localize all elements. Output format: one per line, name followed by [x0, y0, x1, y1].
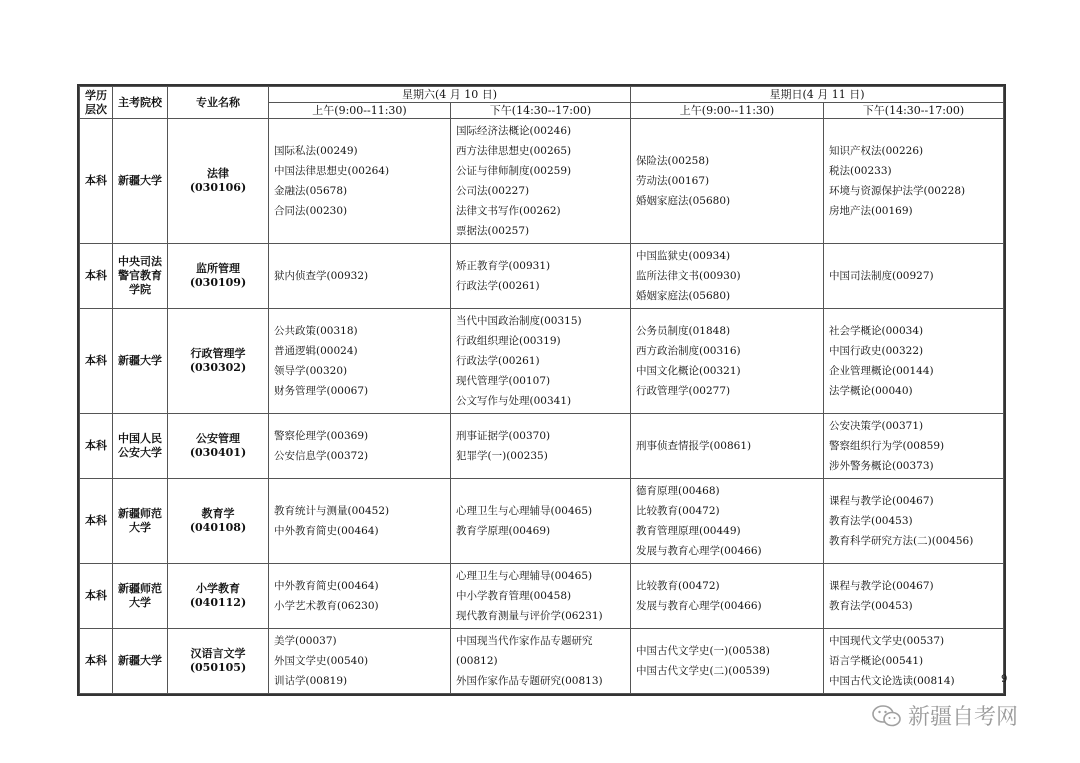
row-major	[168, 629, 269, 694]
row-major	[168, 119, 269, 244]
course-item: 外国作家作品专题研究(00813)	[456, 675, 603, 687]
header-sat-pm: 下午(14:30--17:00)	[451, 103, 631, 119]
course-item: 法律文书写作(00262)	[456, 205, 561, 217]
course-item: 企业管理概论(00144)	[829, 365, 934, 377]
course-item: 国际私法(00249)	[274, 145, 358, 157]
row-level: 本科	[80, 244, 113, 309]
page-number: 9	[1001, 674, 1008, 685]
table-row	[80, 244, 1004, 309]
course-item: 中国古代文论选读(00814)	[829, 675, 955, 687]
course-item: 公文写作与处理(00341)	[456, 395, 572, 407]
table-row	[80, 479, 1004, 564]
cell-sat-pm	[451, 309, 631, 414]
course-item: 课程与教学论(00467)	[829, 495, 934, 507]
cell-sun-am	[631, 414, 824, 479]
course-item: 票据法(00257)	[456, 225, 530, 237]
course-item: 中国法律思想史(00264)	[274, 165, 390, 177]
course-item: 中小学教育管理(00458)	[456, 590, 572, 602]
course-item: 警察组织行为学(00859)	[829, 440, 945, 452]
major-code: (040108)	[189, 521, 247, 534]
course-item: 中国现当代作家作品专题研究	[456, 635, 593, 647]
course-item: 西方法律思想史(00265)	[456, 145, 572, 157]
course-item: 领导学(00320)	[274, 365, 348, 377]
course-item: 比较教育(00472)	[636, 580, 720, 592]
cell-sat-am	[269, 244, 451, 309]
course-item: 金融法(05678)	[274, 185, 348, 197]
major-code: (030302)	[189, 361, 247, 374]
course-item: 公安信息学(00372)	[274, 450, 369, 462]
course-item: 法学概论(00040)	[829, 385, 913, 397]
table-row	[80, 414, 1004, 479]
cell-sat-am	[269, 479, 451, 564]
cell-sat-am	[269, 564, 451, 629]
course-item: 心理卫生与心理辅导(00465)	[456, 505, 593, 517]
course-item: 训诂学(00819)	[274, 675, 348, 687]
cell-sun-pm	[824, 629, 1004, 694]
watermark	[872, 700, 1018, 731]
cell-sun-pm	[824, 414, 1004, 479]
row-school: 新疆大学	[113, 309, 168, 414]
header-level: 学历层次	[80, 87, 113, 119]
cell-sun-am	[631, 564, 824, 629]
course-item: 中国司法制度(00927)	[829, 270, 934, 282]
row-major	[168, 564, 269, 629]
course-item: 行政管理学(00277)	[636, 385, 731, 397]
course-item: 警察伦理学(00369)	[274, 430, 369, 442]
course-item: 美学(00037)	[274, 635, 337, 647]
cell-sat-am	[269, 309, 451, 414]
cell-sun-pm	[824, 244, 1004, 309]
row-level: 本科	[80, 564, 113, 629]
header-sun-am: 上午(9:00--11:30)	[631, 103, 824, 119]
header-major: 专业名称	[168, 87, 269, 119]
course-item: 公安决策学(00371)	[829, 420, 924, 432]
cell-sat-am	[269, 119, 451, 244]
course-item: 中国监狱史(00934)	[636, 250, 731, 262]
course-item: 狱内侦查学(00932)	[274, 270, 369, 282]
major-code: (050105)	[189, 661, 247, 674]
course-item: 知识产权法(00226)	[829, 145, 924, 157]
course-item: 行政法学(00261)	[456, 280, 540, 292]
course-item: (00812)	[456, 655, 498, 667]
row-major	[168, 479, 269, 564]
course-item: 矫正教育学(00931)	[456, 260, 551, 272]
table-row	[80, 309, 1004, 414]
row-school: 新疆师范大学	[113, 479, 168, 564]
course-item: 犯罪学(一)(00235)	[456, 450, 548, 462]
table-row	[80, 119, 1004, 244]
major-name: 法律	[207, 167, 229, 180]
course-item: 小学艺术教育(06230)	[274, 600, 379, 612]
course-item: 发展与教育心理学(00466)	[636, 600, 762, 612]
row-school: 新疆师范大学	[113, 564, 168, 629]
course-item: 涉外警务概论(00373)	[829, 460, 934, 472]
row-school: 新疆大学	[113, 629, 168, 694]
row-major	[168, 309, 269, 414]
cell-sun-am	[631, 119, 824, 244]
major-name: 小学教育	[196, 582, 240, 595]
row-level: 本科	[80, 479, 113, 564]
cell-sat-pm	[451, 629, 631, 694]
course-item: 外国文学史(00540)	[274, 655, 369, 667]
cell-sat-am	[269, 414, 451, 479]
course-item: 婚姻家庭法(05680)	[636, 195, 731, 207]
cell-sun-am	[631, 309, 824, 414]
cell-sun-pm	[824, 119, 1004, 244]
course-item: 课程与教学论(00467)	[829, 580, 934, 592]
course-item: 中外教育简史(00464)	[274, 525, 379, 537]
cell-sun-am	[631, 244, 824, 309]
course-item: 中外教育简史(00464)	[274, 580, 379, 592]
course-item: 婚姻家庭法(05680)	[636, 290, 731, 302]
major-name: 行政管理学	[190, 347, 246, 360]
major-code: (040112)	[189, 596, 247, 609]
major-code: (030109)	[189, 276, 247, 289]
cell-sat-pm	[451, 119, 631, 244]
course-item: 合同法(00230)	[274, 205, 348, 217]
header-saturday: 星期六(4 月 10 日)	[269, 87, 631, 103]
course-item: 心理卫生与心理辅导(00465)	[456, 570, 593, 582]
cell-sat-pm	[451, 564, 631, 629]
course-item: 现代教育测量与评价学(06231)	[456, 610, 603, 622]
course-item: 公证与律师制度(00259)	[456, 165, 572, 177]
course-item: 教育学原理(00469)	[456, 525, 551, 537]
course-item: 财务管理学(00067)	[274, 385, 369, 397]
course-item: 教育科学研究方法(二)(00456)	[829, 535, 974, 547]
course-item: 税法(00233)	[829, 165, 892, 177]
course-item: 比较教育(00472)	[636, 505, 720, 517]
course-item: 保险法(00258)	[636, 155, 710, 167]
major-code: (030106)	[189, 181, 247, 194]
course-item: 中国古代文学史(二)(00539)	[636, 665, 770, 677]
course-item: 环境与资源保护法学(00228)	[829, 185, 966, 197]
course-item: 公司法(00227)	[456, 185, 530, 197]
watermark-text: 新疆自考网	[908, 705, 1019, 730]
course-item: 中国古代文学史(一)(00538)	[636, 645, 770, 657]
course-item: 公务员制度(01848)	[636, 325, 731, 337]
header-sunday: 星期日(4 月 11 日)	[631, 87, 1004, 103]
major-name: 公安管理	[196, 432, 240, 445]
course-item: 普通逻辑(00024)	[274, 345, 358, 357]
row-major	[168, 414, 269, 479]
cell-sat-pm	[451, 414, 631, 479]
course-item: 中国文化概论(00321)	[636, 365, 741, 377]
course-item: 教育统计与测量(00452)	[274, 505, 390, 517]
row-level: 本科	[80, 629, 113, 694]
row-level: 本科	[80, 309, 113, 414]
major-name: 汉语言文学	[190, 647, 246, 660]
course-item: 西方政治制度(00316)	[636, 345, 741, 357]
row-major	[168, 244, 269, 309]
course-item: 公共政策(00318)	[274, 325, 358, 337]
course-item: 房地产法(00169)	[829, 205, 913, 217]
row-level: 本科	[80, 414, 113, 479]
course-item: 中国行政史(00322)	[829, 345, 924, 357]
wechat-icon	[872, 704, 902, 728]
cell-sat-pm	[451, 244, 631, 309]
row-school: 中国人民公安大学	[113, 414, 168, 479]
table-row	[80, 564, 1004, 629]
major-code: (030401)	[189, 446, 247, 459]
course-item: 教育管理原理(00449)	[636, 525, 741, 537]
course-item: 刑事证据学(00370)	[456, 430, 551, 442]
course-item: 中国现代文学史(00537)	[829, 635, 945, 647]
cell-sun-pm	[824, 309, 1004, 414]
course-item: 现代管理学(00107)	[456, 375, 551, 387]
course-item: 刑事侦查情报学(00861)	[636, 440, 752, 452]
course-item: 劳动法(00167)	[636, 175, 710, 187]
course-item: 国际经济法概论(00246)	[456, 125, 572, 137]
course-item: 行政组织理论(00319)	[456, 335, 561, 347]
course-item: 当代中国政治制度(00315)	[456, 315, 582, 327]
header-school: 主考院校	[113, 87, 168, 119]
cell-sat-am	[269, 629, 451, 694]
course-item: 德育原理(00468)	[636, 485, 720, 497]
course-item: 监所法律文书(00930)	[636, 270, 741, 282]
course-item: 教育法学(00453)	[829, 515, 913, 527]
major-name: 监所管理	[196, 262, 240, 275]
course-item: 语言学概论(00541)	[829, 655, 924, 667]
exam-schedule-sheet	[77, 84, 1006, 696]
exam-schedule-table	[79, 86, 1004, 694]
cell-sun-am	[631, 479, 824, 564]
major-name: 教育学	[201, 507, 235, 520]
cell-sun-am	[631, 629, 824, 694]
course-item: 发展与教育心理学(00466)	[636, 545, 762, 557]
cell-sat-pm	[451, 479, 631, 564]
row-school: 中央司法警官教育学院	[113, 244, 168, 309]
course-item: 行政法学(00261)	[456, 355, 540, 367]
cell-sun-pm	[824, 564, 1004, 629]
course-item: 教育法学(00453)	[829, 600, 913, 612]
table-row	[80, 629, 1004, 694]
cell-sun-pm	[824, 479, 1004, 564]
header-sat-am: 上午(9:00--11:30)	[269, 103, 451, 119]
course-item: 社会学概论(00034)	[829, 325, 924, 337]
row-level: 本科	[80, 119, 113, 244]
header-sun-pm: 下午(14:30--17:00)	[824, 103, 1004, 119]
row-school: 新疆大学	[113, 119, 168, 244]
